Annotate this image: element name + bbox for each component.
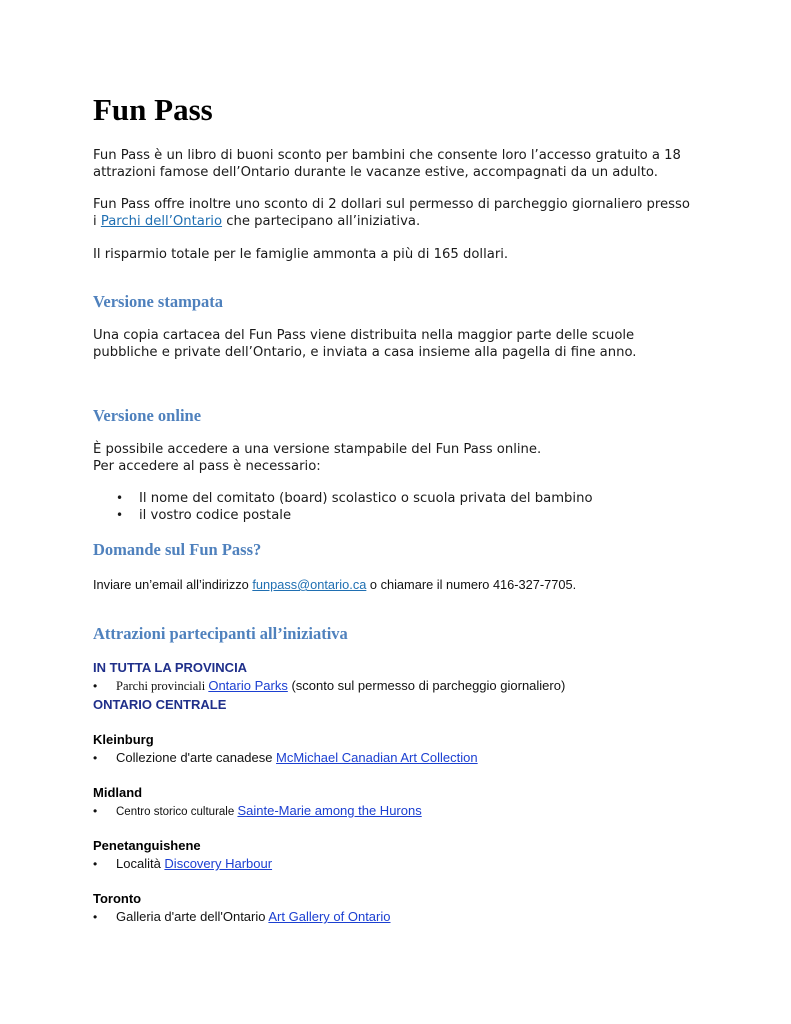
attraction-item — [93, 803, 422, 818]
city-midland: Midland — [93, 785, 143, 800]
attraction-item — [93, 909, 391, 924]
online-line-1: È possibile accedere a una versione stampabile del Fun Pass online. — [93, 442, 542, 457]
online-line-2: Per accedere al pass è necessario: — [93, 459, 321, 474]
printed-paragraph: Una copia cartacea del Fun Pass viene distribuita nella maggior parte delle scuole pubbliche e private dell’Ontario, e inviata a casa insieme alla pagella di fine anno. — [93, 328, 637, 360]
email-link[interactable]: funpass@ontario.ca — [252, 577, 367, 592]
list-item-text: Il nome del comitato (board) scolastico o scuola privata del bambino — [139, 491, 593, 506]
list-item-text: il vostro codice postale — [139, 508, 292, 523]
contact-after: o chiamare il numero 416-327-7705. — [366, 577, 577, 592]
mcmichael-link[interactable]: McMichael Canadian Art Collection — [276, 750, 478, 765]
online-requirements-list — [93, 490, 593, 524]
attraction-item — [93, 856, 272, 871]
list-item — [93, 507, 593, 524]
heading-online-version: Versione online — [93, 406, 202, 425]
province-heading: IN TUTTA LA PROVINCIA — [93, 660, 248, 675]
ontario-parks-link[interactable]: Ontario Parks — [208, 678, 288, 693]
central-heading: ONTARIO CENTRALE — [93, 697, 227, 712]
heading-printed-version: Versione stampata — [93, 292, 224, 311]
parchi-ontario-link[interactable]: Parchi dell’Ontario — [100, 214, 223, 229]
heading-questions: Domande sul Fun Pass? — [93, 540, 262, 559]
city-penetanguishene: Penetanguishene — [93, 838, 201, 853]
contact-before: Inviare un’email all’indirizzo — [93, 577, 253, 592]
attraction-label: Centro storico culturale — [116, 806, 238, 818]
bullet-icon: • — [116, 491, 124, 505]
province-label: Parchi provinciali — [116, 679, 209, 693]
bullet-icon: • — [93, 910, 98, 924]
intro-paragraph-1: Fun Pass è un libro di buoni sconto per bambini che consente loro l’accesso gratuito a 18 attrazioni famose dell’Ontario durante le vacanze estive, accompagnati da un adulto. — [93, 148, 681, 180]
page-title: Fun Pass — [93, 92, 213, 127]
attraction-item — [93, 750, 478, 765]
bullet-icon: • — [93, 857, 98, 871]
province-note: (sconto sul permesso di parcheggio giornaliero) — [287, 678, 566, 693]
bullet-icon: • — [93, 679, 98, 693]
city-toronto: Toronto — [93, 891, 142, 906]
heading-attractions: Attrazioni partecipanti all’iniziativa — [93, 624, 348, 643]
bullet-icon: • — [93, 751, 98, 765]
list-item — [93, 490, 593, 507]
intro-paragraph-3: Il risparmio totale per le famiglie ammonta a più di 165 dollari. — [93, 247, 509, 262]
sainte-marie-link[interactable]: Sainte-Marie among the Hurons — [237, 803, 422, 818]
province-item — [93, 678, 565, 694]
intro-paragraph-2 — [93, 196, 693, 230]
discovery-harbour-link[interactable]: Discovery Harbour — [164, 856, 273, 871]
intro-p2-after: che partecipano all’iniziativa. — [222, 214, 421, 229]
intro-p2-before: Fun Pass offre inoltre uno sconto di 2 dollari sul permesso di parcheggio giornaliero presso i — [93, 197, 690, 229]
attraction-label: Località — [116, 856, 165, 871]
city-kleinburg: Kleinburg — [93, 732, 154, 747]
art-gallery-link[interactable]: Art Gallery of Ontario — [268, 909, 391, 924]
contact-line — [93, 577, 576, 592]
bullet-icon: • — [93, 804, 98, 818]
attraction-label: Collezione d'arte canadese — [116, 750, 277, 765]
attraction-label: Galleria d'arte dell'Ontario — [116, 909, 269, 924]
bullet-icon: • — [116, 508, 124, 522]
